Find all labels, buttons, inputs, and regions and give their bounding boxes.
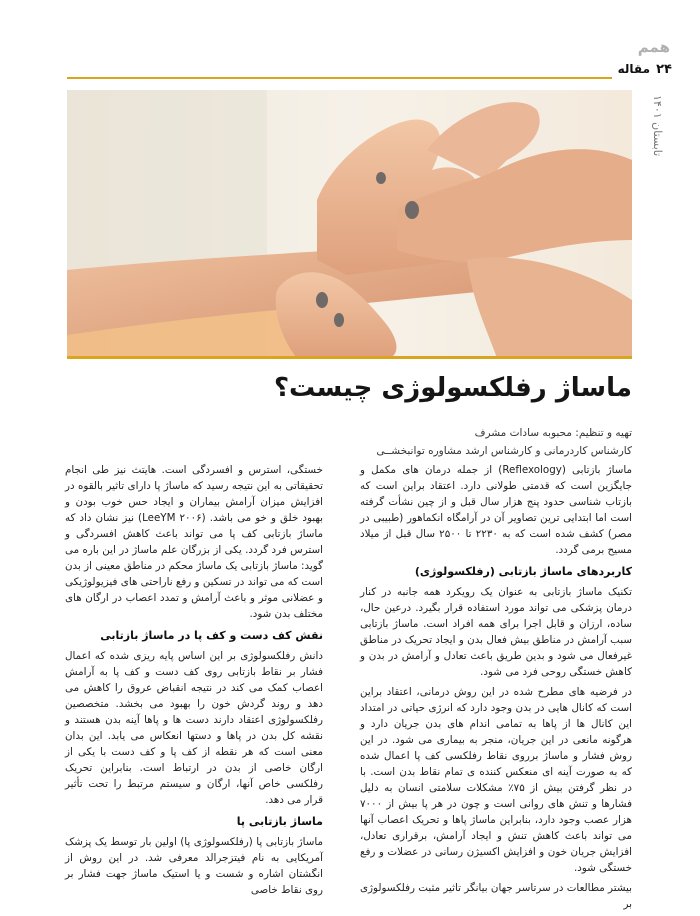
page-number: ۲۴	[656, 62, 672, 77]
byline	[72, 424, 632, 460]
page-header	[67, 62, 672, 82]
foot-massage-photo	[67, 90, 632, 358]
foot-paragraph: ماساژ بازتابی پا (رفلکسولوژی پا) اولین بار توسط یک پزشک آمریکایی به نام فیتزجرالد معرفی شد. در این روش از انگشتان اشاره و شست و یا استیک ماساژ جهت فشار بر روی نقاط خاصی	[65, 836, 323, 896]
image-accent-rule	[67, 356, 632, 359]
hero-image	[67, 90, 632, 358]
column-right	[360, 462, 632, 916]
uses-paragraph-3: بیشتر مطالعات در سرتاسر جهان بیانگر تاثیر مثبت رفلکسولوژی بر	[360, 882, 632, 910]
intro-paragraph: ماساژ بازتابی (Reflexology) از جمله درمان های مکمل و جایگزین است که قدمتی طولانی دارد. اعتقاد براین است که بازتاب شناسی حدود پنج هزار سال قبل و از چین نشأت گرفته است اما ابتدایی ترین تصاویر آن در آرامگاه انکماهور (طبیبی در مصر) کشف شده است که به ۲۲۳۰ تا ۲۵۰۰ سال قبل از میلاد مسیح برمی گردد.	[360, 464, 632, 556]
header-rule	[67, 77, 612, 79]
article-title: ماساژ رفلکسولوژی چیست؟	[273, 373, 632, 403]
section-label: مقاله	[617, 62, 650, 76]
byline-role: کارشناس کاردرمانی و کارشناس ارشد مشاوره توانبخشــی	[376, 445, 632, 457]
left-paragraph-1: خستگی، استرس و افسردگی است. هایتث نیز طی انجام تحقیقاتی به این نتیجه رسید که ماساژ پا دارای تاثیر بالقوه در افزایش میزان آرامش بیماران و ایجاد حس خوب بودن و بهبود خلق و خو می باشد. (LeeYM ۲۰۰۶) نیز نشان داد که ماساژ بازتابی کف پا می تواند باعث کاهش افسردگی و استرس فرد گردد. یکی از بزرگان علم ماساژ در این باره می گوید: ماساژ بازتابی یک ماساژ محکم در مناطق معینی از بدن است که می تواند در تسکین و رفع ناراحتی های فیزیولوژیکی و عضلانی موثر و باعث آرامش و تمدد اعصاب در ارگان های مختلف بدن شود.	[65, 464, 324, 620]
heading-uses: کاربردهای ماساژ بازتابی (رفلکسولوژی)	[414, 565, 632, 578]
issue-label: تابستان ۱۴۰۱	[651, 95, 664, 157]
column-left	[65, 462, 323, 902]
map-paragraph: دانش رفلکسولوژی بر این اساس پایه ریزی شده که اعمال فشار بر نقاط بازتابی روی کف دست و کف پا به آرامش اعصاب کمک می کند در نتیجه انقباض عروق را کاهش می دهد و روند گردش خون را بهبود می بخشد. متخصصین رفلکسولوژی اعتقاد دارند دست ها و پاها آینه بدن هستند و نقشه کل بدن در پاها و دستها انعکاس می یابد. این بدان معنی است که هر نقطه از کف پا و کف دست با یکی از ارگان خاصی از بدن در ارتباط است. بنابراین تحریک رفلکسی خاص آنها، ارگان و سیستم مرتبط را تحت تأثیر قرار می دهد.	[65, 650, 323, 806]
uses-paragraph-1: تکنیک ماساژ بازتابی به عنوان یک رویکرد همه جانبه در کنار درمان پزشکی می تواند مورد استفاده قرار بگیرد. درعین حال، ساده، ارزان و قابل اجرا برای همه افراد است. ماساژ بازتابی سبب آرامش در مناطق بیش فعال بدن و ایجاد تحریک در مناطق غیرفعال می شود و بدین طریق باعث تعادل و آرامش در بدن و کاهش خستگی روحی فرد می شود.	[360, 586, 632, 678]
magazine-logo: همم	[637, 38, 670, 56]
heading-foot-reflexology: ماساژ بازتابی پا	[236, 815, 323, 828]
byline-author: تهیه و تنظیم: محبوبه سادات مشرف	[474, 427, 632, 439]
heading-hand-foot-role: نقش کف دست و کف پا در ماساژ بازتابی	[100, 629, 323, 642]
uses-paragraph-2: در فرضیه های مطرح شده در این روش درمانی، اعتقاد براین است که کانال هایی در بدن وجود دارد که انرژی حیاتی در امتداد این کانال ها از پاها به تمامی اندام های بدن جریان دارد و هرگونه مانعی در این جریان، منجر به بیماری می شود. در این روش فشار و ماساژ برروی نقاط رفلکسی کف پا اعمال شده که به صورت آینه ای منعکس کننده ی تمام نقاط بدن است. با در نظر گرفتن بیش از ۷۵٪ مشکلات سلامتی انسان به دلیل فشارها و تنش های روانی است و چون در هر پا بیش از ۷۰۰۰ هزار عصب وجود دارد، بنابراین ماساژ پاها و تحریک اعصاب آنها می تواند باعث کاهش تنش و ایجاد آرامش، برقراری تعادل، افزایش جریان خون و افزایش اکسیژن رسانی در عضلات و رفع خستگی شود.	[360, 686, 632, 874]
